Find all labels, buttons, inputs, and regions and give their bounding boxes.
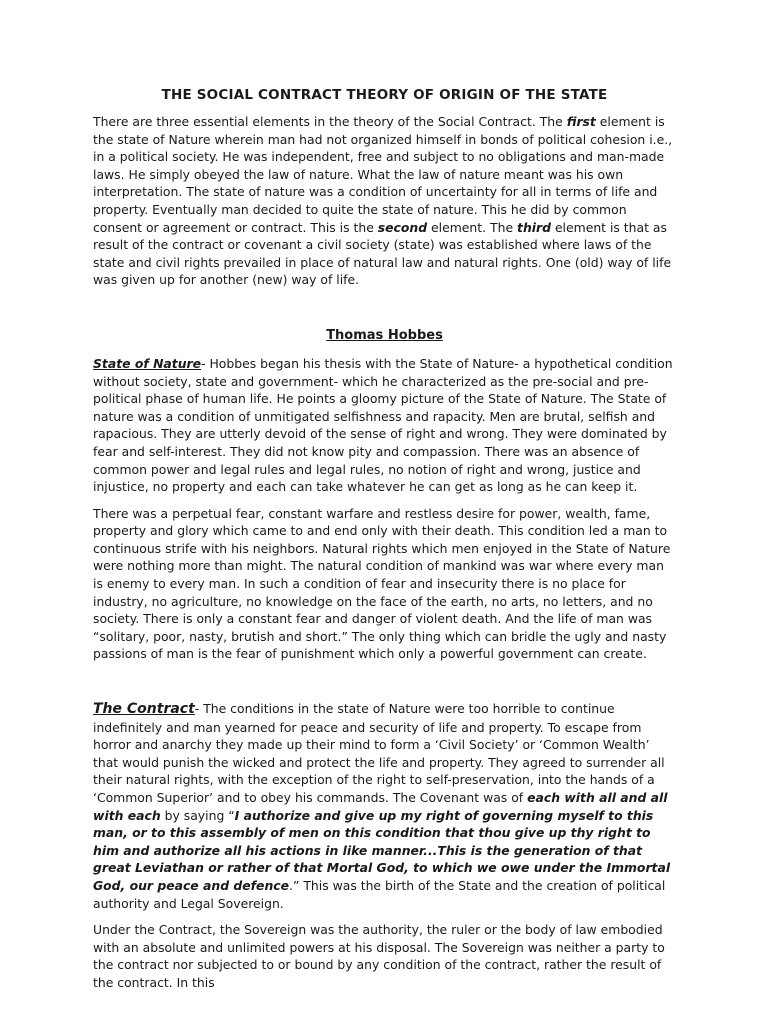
- document-page: [93, 86, 676, 992]
- hobbes-quote: I authorize and give up my right of governing myself to this man, or to this assembly of men on this condition that thou give up thy right to him and authorize all his actions in like manner...This is the generation of that great Leviathan or rather of that Mortal God, to which we owe under the Immortal God, our peace and defence: [93, 807, 671, 893]
- intro-text-4: element is that as result of the contract or covenant a civil society (state) was established where laws of the state and civil rights prevailed in place of natural law and natural rights. One (old) way of life was given up for another (new) way of life.: [93, 219, 672, 288]
- intro-text-3: element. The: [427, 219, 518, 235]
- perpetual-fear-paragraph: There was a perpetual fear, constant warfare and restless desire for power, wealth, fame, property and glory which came to and end only with their death. This condition led a man to continuous strife with his neighbors. Natural rights which men enjoyed in the State of Nature were nothing more than might. The natural condition of mankind was war where every man is enemy to every man. In such a condition of fear and insecurity there is no place for industry, no agriculture, no knowledge on the face of the earth, no arts, no letters, and no society. There is only a constant fear and danger of violent death. And the life of man was “solitary, poor, nasty, brutish and short.” The only thing which can bridle the ugly and nasty passions of man is the fear of punishment which only a powerful government can create.: [93, 505, 671, 662]
- state-of-nature-text: - Hobbes began his thesis with the State of Nature- a hypothetical condition without society, state and government- which he characterized as the pre-social and pre-political phase of human life. He points a gloomy picture of the State of Nature. The State of nature was a condition of unmitigated selfishness and rapacity. Men are brutal, selfish and rapacious. They are utterly devoid of the sense of right and wrong. They were dominated by fear and self-interest. They did not know pity and compassion. There was an absence of common power and legal rules and legal rules, no notion of right and wrong, justice and injustice, no property and each can take whatever he can get as long as he can keep it.: [93, 355, 673, 495]
- document-title: THE SOCIAL CONTRACT THEORY OF ORIGIN OF THE STATE: [161, 87, 608, 103]
- emphasis-first: first: [566, 114, 596, 129]
- state-of-nature-paragraph: [93, 355, 676, 496]
- emphasis-second: second: [377, 219, 428, 235]
- section-heading-hobbes: Thomas Hobbes: [326, 327, 443, 343]
- contract-text-2: by saying “: [160, 807, 235, 823]
- intro-paragraph: [93, 113, 676, 289]
- under-contract-paragraph: Under the Contract, the Sovereign was the authority, the ruler or the body of law embodied with an absolute and unlimited powers at his disposal. The Sovereign was neither a party to the contract nor subjected to or bound by any condition of the contract, rather the result of the contract. In this: [93, 922, 665, 990]
- contract-paragraph: [93, 700, 676, 912]
- intro-text-1: There are three essential elements in the theory of the Social Contract. The: [93, 114, 567, 129]
- emphasis-each-with-all: each with all and all with each: [93, 790, 668, 823]
- emphasis-third: third: [517, 219, 551, 235]
- contract-text-3: .” This was the birth of the State and the creation of political authority and Legal Sovereign.: [93, 877, 666, 911]
- contract-lead: The Contract: [93, 701, 195, 718]
- contract-text-1: - The conditions in the state of Nature were too horrible to continue indefinitely and man yearned for peace and security of life and property. To escape from horror and anarchy they made up their mind to form a ‘Civil Society’ or ‘Common Wealth’ that would punish the wicked and protect the life and property. They agreed to surrender all their natural rights, with the exception of the right to self-preservation, into the hands of a ‘Common Superior’ and to obey his commands. The Covenant was of: [93, 701, 665, 805]
- intro-text-2: element is the state of Nature wherein man had not organized himself in bonds of political cohesion i.e., in a political society. He was independent, free and subject to no obligations and man-made laws. He simply obeyed the law of nature. What the law of nature meant was his own interpretation. The state of nature was a condition of uncertainty for all in terms of life and property. Eventually man decided to quite the state of nature. This he did by common consent or agreement or contract. This is the: [93, 114, 673, 235]
- state-of-nature-lead: State of Nature: [93, 355, 202, 371]
